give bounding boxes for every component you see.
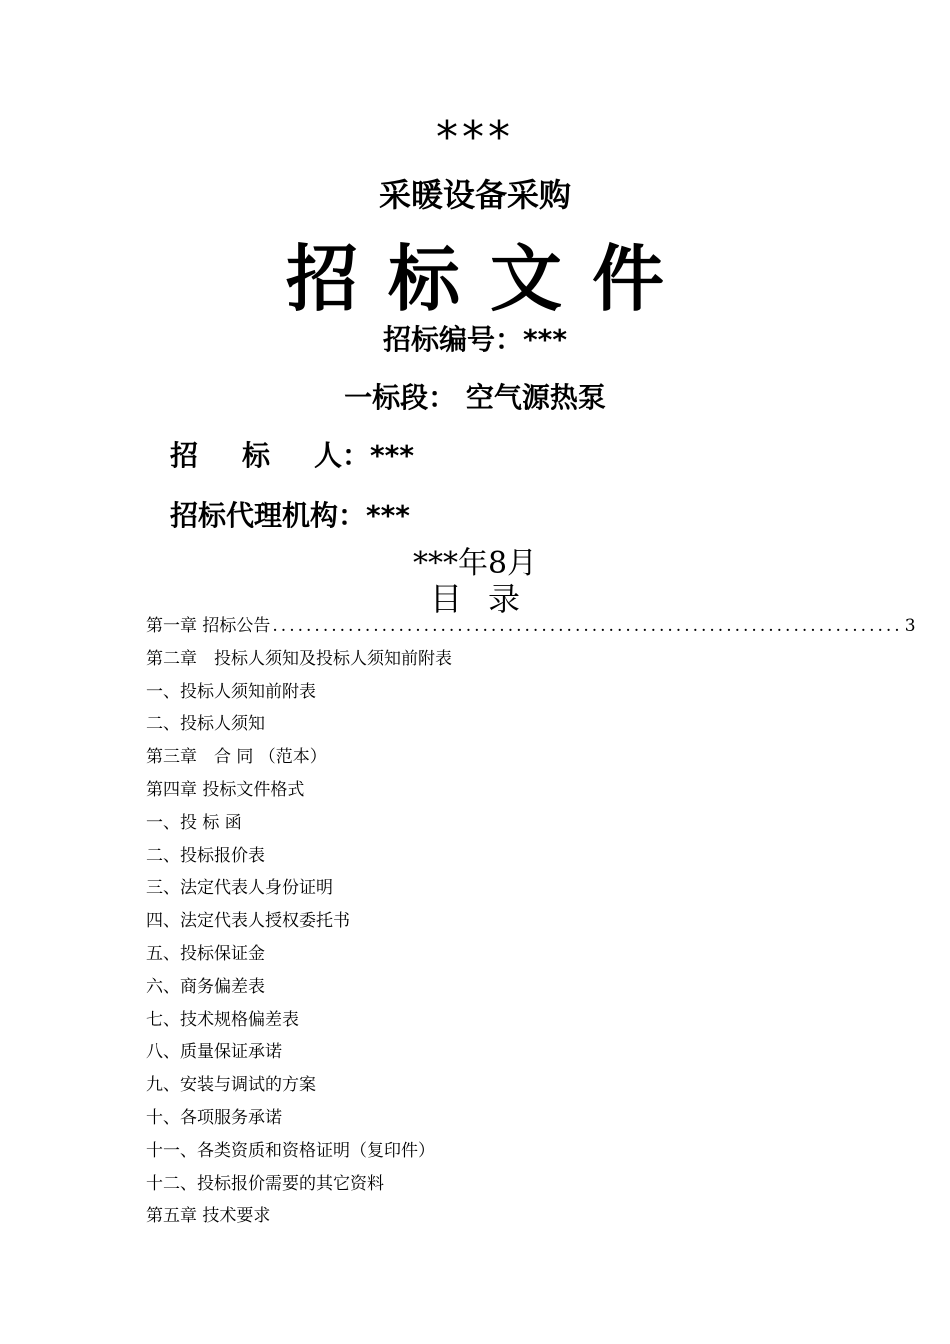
toc-entry-text: 十、各项服务承诺 (146, 1107, 282, 1128)
toc-entry[interactable] (146, 1200, 836, 1233)
toc-entry-text: 第二章 投标人须知及投标人须知前附表 (146, 648, 452, 669)
toc-entry[interactable] (146, 905, 836, 938)
toc-entry[interactable] (146, 938, 836, 971)
toc-entry-text: 四、法定代表人授权委托书 (146, 911, 350, 932)
lot-line (0, 376, 950, 420)
toc-entry-text: 第四章 投标文件格式 (146, 779, 305, 800)
toc-entry[interactable] (146, 741, 836, 774)
toc-entry[interactable] (146, 1069, 836, 1102)
agent-value: *** (366, 499, 410, 532)
toc-entry-text: 一、投标人须知前附表 (146, 681, 316, 702)
agent-line (170, 494, 410, 538)
tenderer-line (170, 434, 414, 478)
toc-entry-text: 九、安装与调试的方案 (146, 1075, 316, 1096)
toc-entry[interactable] (146, 643, 836, 676)
document-title: 招标文件 (285, 237, 694, 321)
organization-name: *** (436, 112, 514, 163)
toc-entry[interactable] (146, 807, 836, 840)
tenderer-label-tail: 人： (314, 439, 371, 472)
toc-entry-text: 八、质量保证承诺 (146, 1042, 282, 1063)
toc-entry-text: 七、技术规格偏差表 (146, 1009, 299, 1030)
toc-entry[interactable] (146, 708, 836, 741)
toc-entry[interactable] (146, 1135, 836, 1168)
table-of-contents (146, 610, 916, 1233)
toc-entry[interactable] (146, 774, 836, 807)
agent-label: 招标代理机构： (170, 499, 367, 532)
toc-entry[interactable] (146, 610, 916, 643)
bid-number (0, 318, 950, 362)
toc-entry-text: 十二、投标报价需要的其它资料 (146, 1173, 384, 1194)
toc-dot-leader: ........................................................................... (272, 616, 903, 636)
tenderer-value: *** (370, 439, 414, 472)
toc-entry-text: 第一章 招标公告 (146, 616, 271, 636)
toc-entry[interactable] (146, 1102, 836, 1135)
lot-value: 空气源热泵 (465, 381, 606, 414)
project-name: 采暖设备采购 (378, 176, 571, 214)
bid-number-value: *** (523, 323, 567, 356)
toc-entry[interactable] (146, 1168, 836, 1201)
toc-entry[interactable] (146, 1004, 836, 1037)
issue-date: ***年8月 (412, 546, 538, 581)
lot-label: 一标段： (344, 381, 457, 414)
toc-entry-text: 一、投 标 函 (146, 812, 242, 833)
toc-entry-text: 三、法定代表人身份证明 (146, 878, 333, 899)
toc-entry[interactable] (146, 1036, 836, 1069)
toc-entry-text: 六、商务偏差表 (146, 976, 265, 997)
toc-entry[interactable] (146, 971, 836, 1004)
toc-title: 目录 (429, 580, 546, 618)
toc-entry[interactable] (146, 872, 836, 905)
toc-entry-text: 二、投标报价表 (146, 845, 265, 866)
tenderer-label-head: 招标 (170, 439, 315, 472)
toc-entry[interactable] (146, 840, 836, 873)
bid-number-label: 招标编号： (383, 323, 524, 356)
toc-entry-text: 第三章 合 同 （范本） (146, 747, 327, 768)
toc-entry-text: 二、投标人须知 (146, 714, 265, 735)
toc-entry-text: 十一、各类资质和资格证明（复印件） (146, 1140, 435, 1161)
toc-page-number: 3 (904, 616, 916, 636)
toc-entry[interactable] (146, 676, 836, 709)
toc-entry-text: 五、投标保证金 (146, 943, 265, 964)
toc-entry-text: 第五章 技术要求 (146, 1206, 271, 1227)
